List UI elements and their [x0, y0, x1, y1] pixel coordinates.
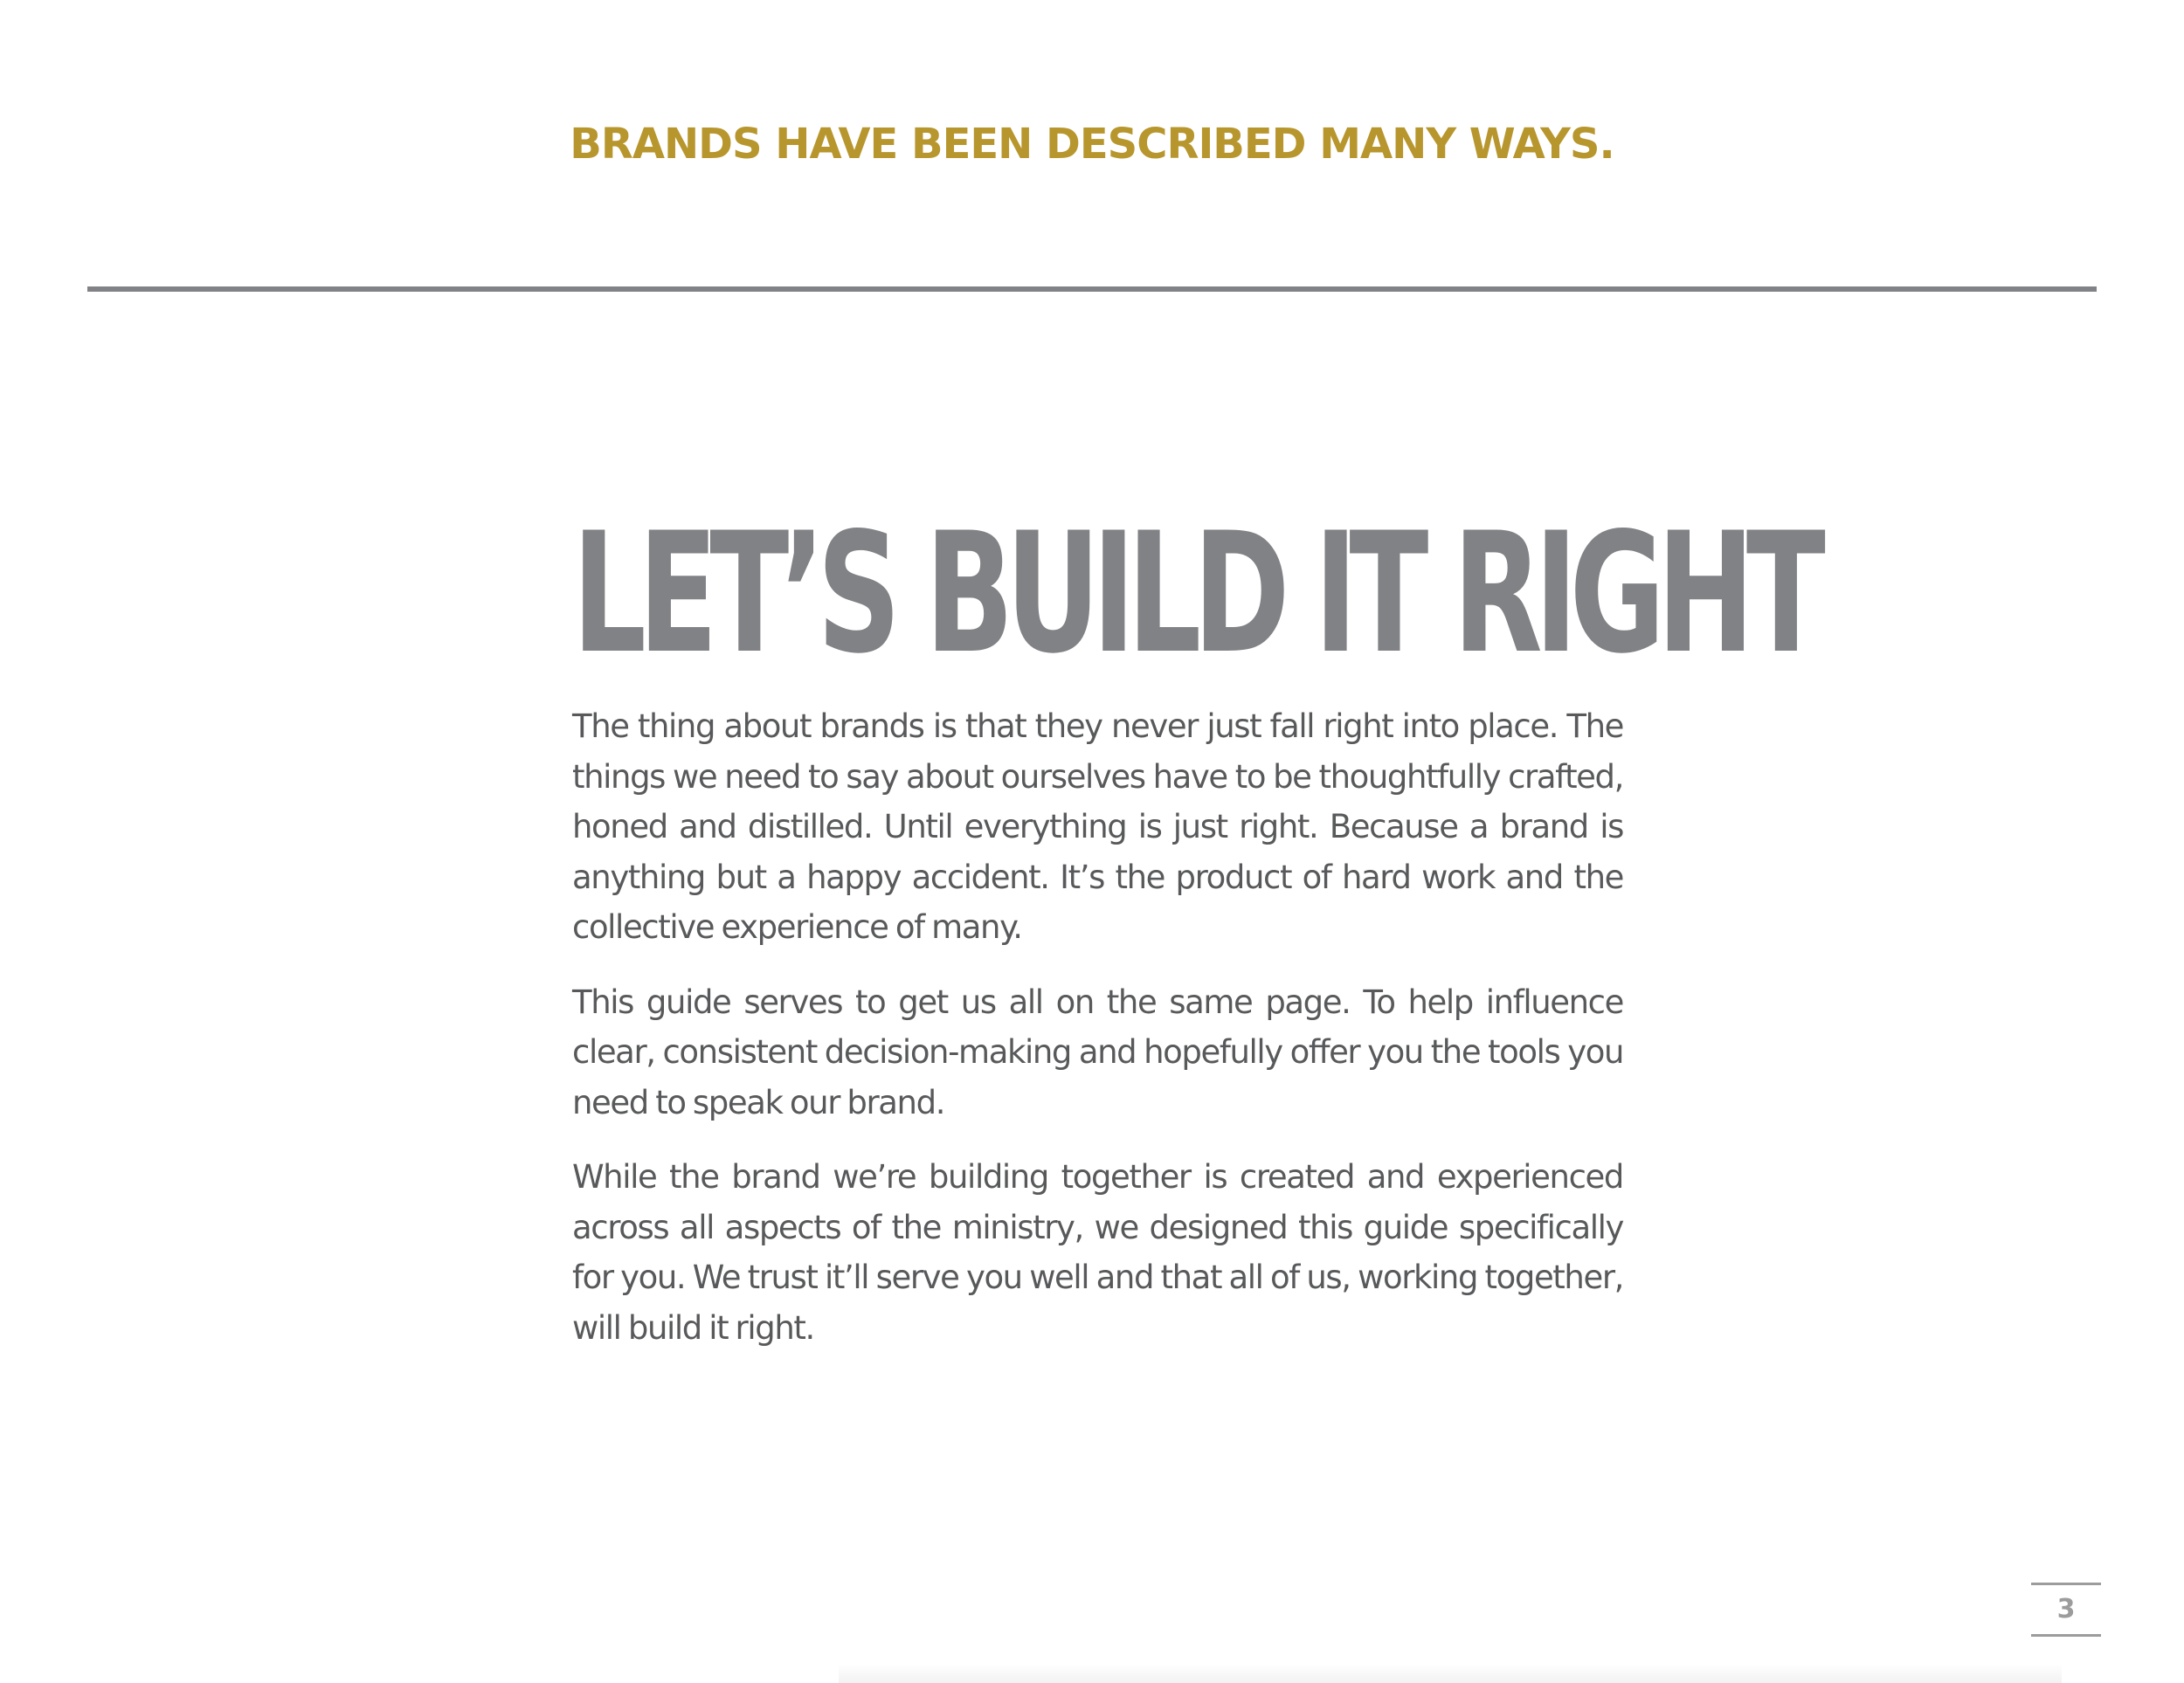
- body-copy: [572, 701, 1623, 1377]
- page-number-box: [2031, 1583, 2101, 1637]
- page-number: 3: [2056, 1594, 2076, 1624]
- paragraph-1: The thing about brands is that they never just fall right into place. The things we need to say about ourselves have to be thoughtfully crafted, honed and distilled. Until everything is just right. Because a brand is anything but a happy accident. It’s the product of hard work and the collective experience of many.: [572, 707, 1623, 946]
- page-edge-shadow: [839, 1664, 2062, 1683]
- page-headline: LET’S BUILD IT RIGHT: [572, 497, 1818, 690]
- paragraph-3: While the brand we’re building together is created and experienced across all aspects of the ministry, we designed this guide specifically for you. We trust it’ll serve you well and that all of us, working together, will build it right.: [572, 1158, 1623, 1347]
- horizontal-divider: [87, 286, 2097, 292]
- section-kicker: BRANDS HAVE BEEN DESCRIBED MANY WAYS.: [570, 120, 1614, 169]
- paragraph-2: This guide serves to get us all on the same page. To help influence clear, consistent decision-making and hopefully offer you the tools you need to speak our brand.: [572, 983, 1623, 1121]
